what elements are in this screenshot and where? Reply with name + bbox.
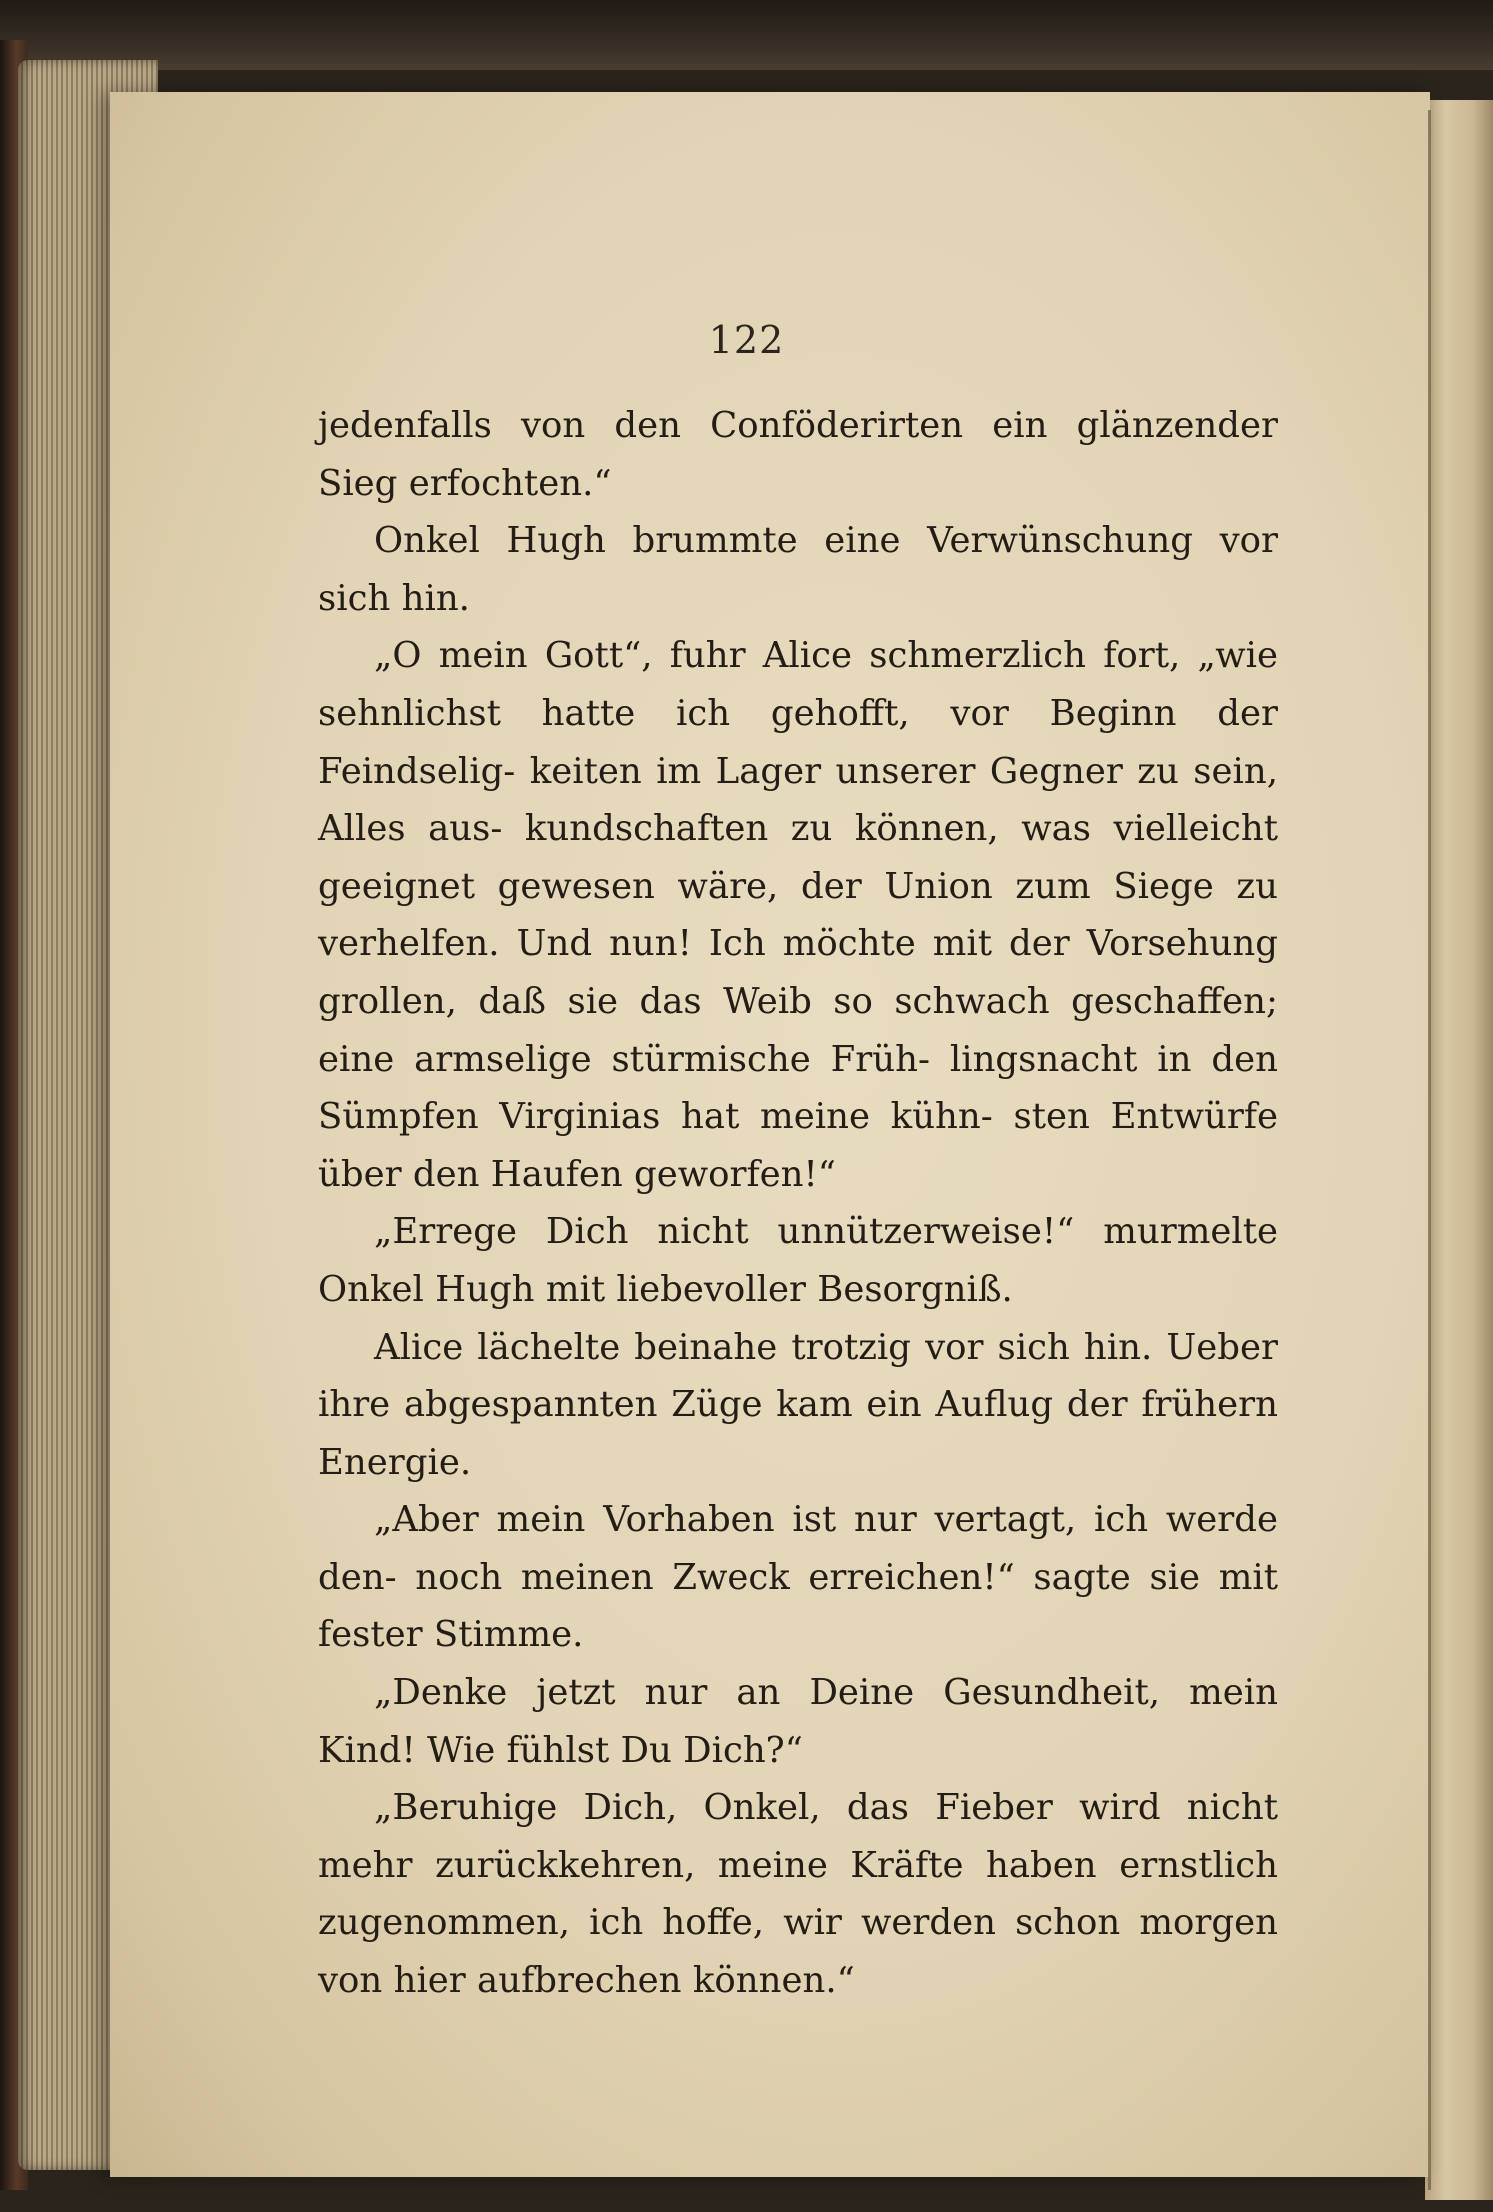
book-cover-top: [0, 0, 1493, 70]
right-edge-line: [1428, 110, 1431, 2190]
body-text: [318, 397, 1278, 2010]
paragraph: jedenfalls von den Conföderirten ein glänzender Sieg erfochten.“: [318, 405, 1278, 504]
paragraph: „O mein Gott“, fuhr Alice schmerzlich fort, „wie sehnlichst hatte ich gehofft, vor Beginn der Feindselig- keiten im Lager unserer Gegner zu sein, Alles aus- kundschaften zu können, was vielleicht geeignet gewesen wäre, der Union zum Siege zu verhelfen. Und nun! Ich möchte mit der Vorsehung grollen, daß sie das Weib so schwach geschaffen; eine armselige stürmische Früh- lingsnacht in den Sümpfen Virginias hat meine kühn- sten Entwürfe über den Haufen geworfen!“: [318, 635, 1278, 1195]
right-page-edge: [1425, 100, 1493, 2200]
paragraph: „Beruhige Dich, Onkel, das Fieber wird nicht mehr zurückkehren, meine Kräfte haben ernstlich zugenommen, ich hoffe, wir werden schon morgen von hier aufbrechen können.“: [318, 1787, 1278, 2002]
page-number: 122: [708, 318, 785, 362]
paragraph: „Errege Dich nicht unnützerweise!“ murmelte Onkel Hugh mit liebevoller Besorgniß.: [318, 1211, 1278, 1310]
paragraph: „Aber mein Vorhaben ist nur vertagt, ich werde den- noch meinen Zweck erreichen!“ sagte sie mit fester Stimme.: [318, 1499, 1278, 1656]
paragraph: Alice lächelte beinahe trotzig vor sich hin. Ueber ihre abgespannten Züge kam ein Auflug der frühern Energie.: [318, 1326, 1278, 1483]
paragraph: „Denke jetzt nur an Deine Gesundheit, mein Kind! Wie fühlst Du Dich?“: [318, 1672, 1278, 1771]
paragraph: Onkel Hugh brummte eine Verwünschung vor sich hin.: [318, 520, 1278, 619]
